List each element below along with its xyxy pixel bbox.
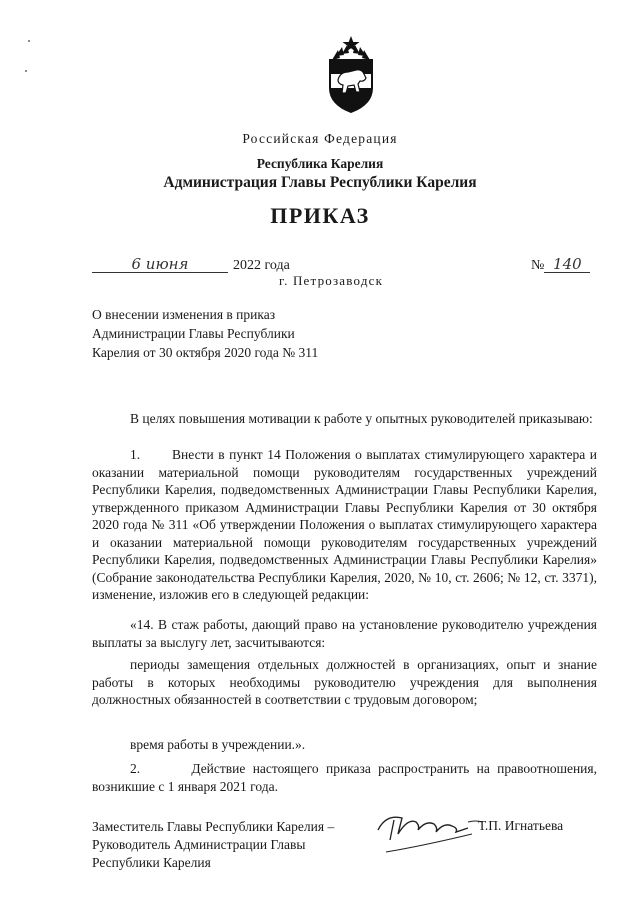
number-sign: № [531,258,545,273]
karelia-coat-of-arms-icon [326,36,376,114]
position-line: Заместитель Главы Республики Карелия – [92,819,335,834]
signatory-position [92,818,334,872]
administration-title: Администрация Главы Республики Карелия [163,174,477,191]
republic-title: Республика Карелия [256,156,384,171]
scan-speck [25,70,27,72]
quote-paragraph-1: «14. В стаж работы, дающий право на установление руководителю учреждения выплаты за выслугу лет, засчитываются: [92,617,597,650]
intro-paragraph: В целях повышения мотивации к работе у опытных руководителей приказываю: [130,411,593,426]
subject-line: Карелия от 30 октября 2020 года № 311 [92,345,319,360]
handwritten-date: 6 июня [92,256,228,273]
subject-block [92,305,372,362]
quote-paragraph-2: периоды замещения отдельных должностей в организациях, опыт и знание работы в которых необходимы руководителю учреждения для выполнения должностных обязанностей в соответствии с трудовым договором; [92,657,597,707]
position-line: Республики Карелия [92,855,211,870]
scan-speck [28,40,30,42]
signatory-name: Т.П. Игнатьева [478,818,564,833]
subject-line: Администрации Главы Республики [92,326,295,341]
federation-title: Российская Федерация [242,131,398,146]
handwritten-number: 140 [544,256,590,273]
quote-paragraph-3: время работы в учреждении.». [130,737,306,752]
handwritten-signature-icon [372,800,490,862]
position-line: Руководитель Администрации Главы [92,837,306,852]
year-text: 2022 года [233,258,290,273]
subject-line: О внесении изменения в приказ [92,307,276,322]
item-2-paragraph: 2. Действие настоящего приказа распространить на правоотношения, возникшие с 1 января 2021 года. [92,761,597,794]
city: г. Петрозаводск [279,273,384,288]
date-line [92,256,290,274]
document-number [531,256,590,274]
item-1-paragraph: 1. Внести в пункт 14 Положения о выплатах стимулирующего характера и оказании материальной помощи руководителям государственных учреждений Республики Карелия, подведомственных Администрации Главы Республики Карелия, утвержденного приказом Администрации Главы Республики Карелия от 30 октября 2020 года № 311 «Об утверждении Положения о выплатах стимулирующего характера и оказании материальной помощи руководителям государственных учреждений Республики Карелия, подведомственных Администрации Главы Республики Карелия» (Собрание законодательства Республики Карелия, 2020, № 10, ст. 2606; № 12, ст. 3371), изменение, изложив его в следующей редакции: [92,447,597,602]
document-type-title: ПРИКАЗ [270,203,370,228]
